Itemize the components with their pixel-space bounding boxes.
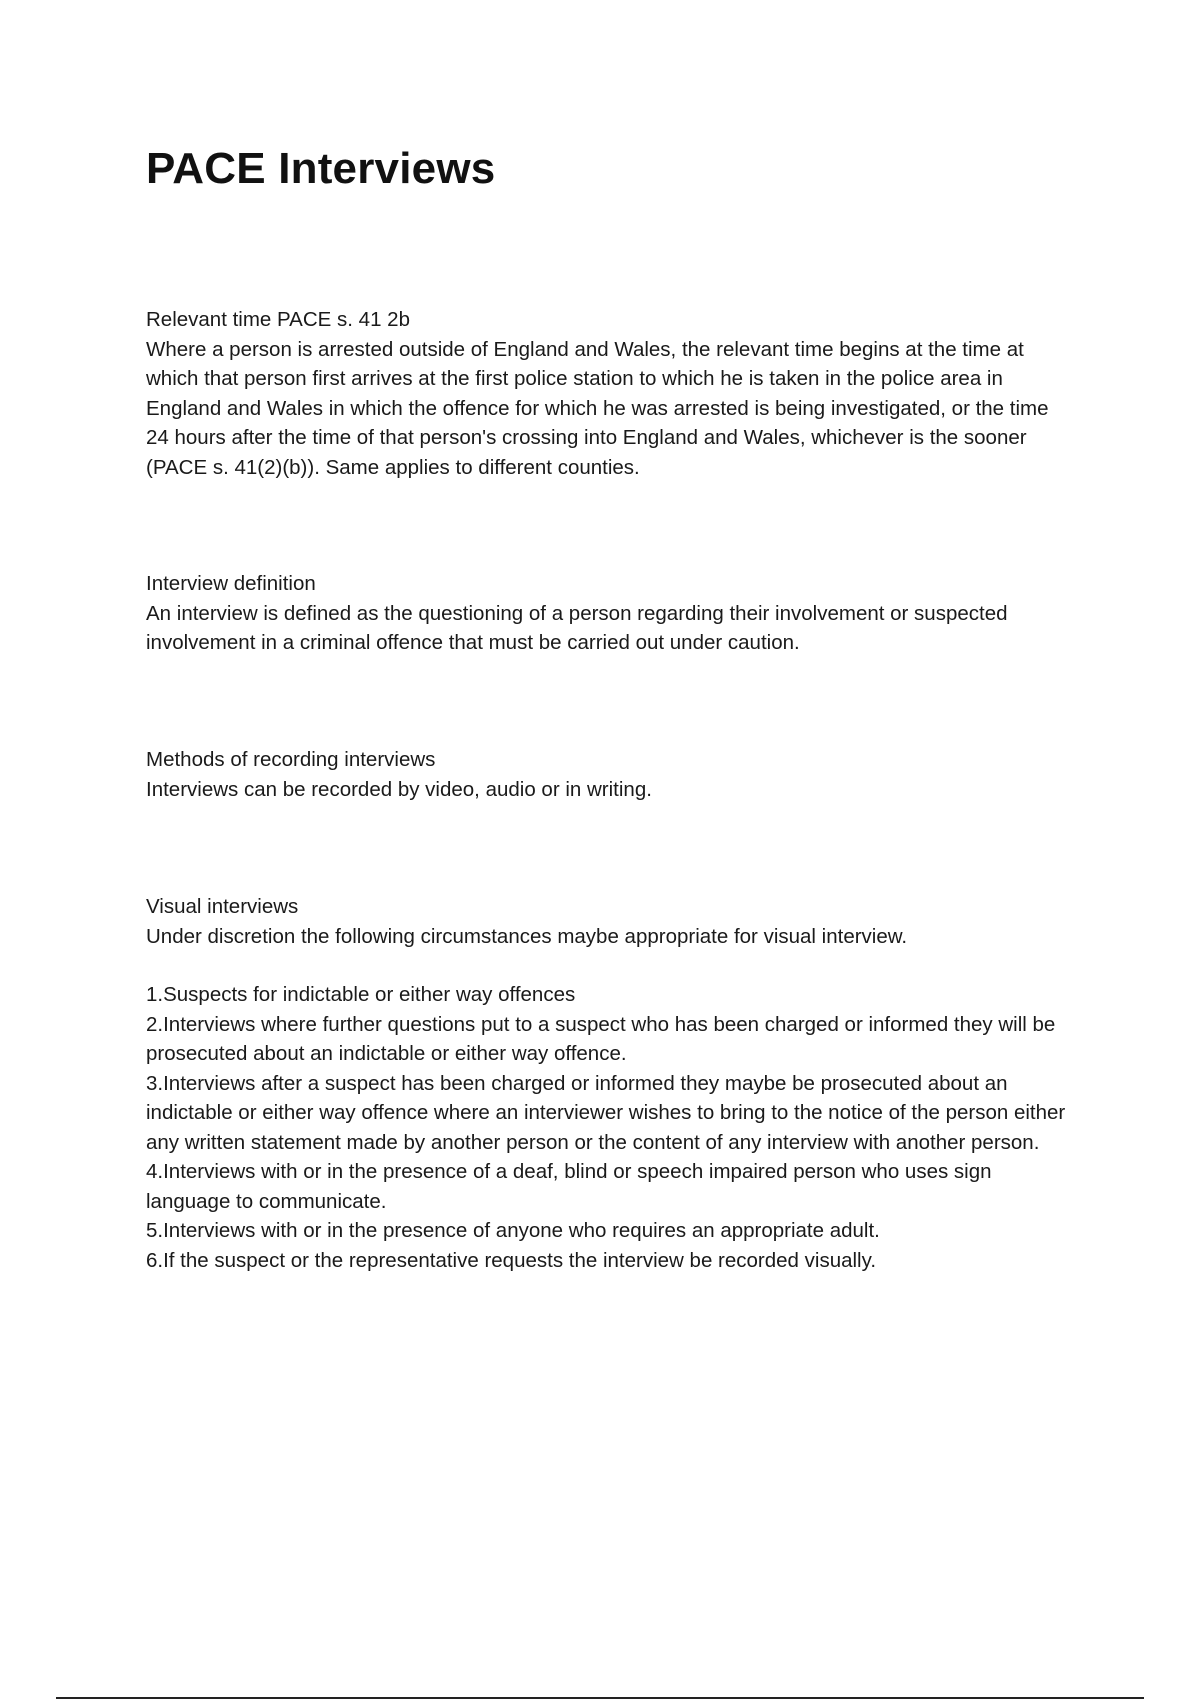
section-heading: Interview definition (146, 572, 316, 595)
section-body: Interviews can be recorded by video, audio or in writing. (146, 777, 652, 801)
section-body: An interview is defined as the questioning of a person regarding their involvement or suspected involvement in a criminal offence that must be carried out under caution. (146, 601, 1008, 654)
list-item: 4.Interviews with or in the presence of a deaf, blind or speech impaired person who uses sign language to communicate. (146, 1160, 992, 1213)
list-item: 6.If the suspect or the representative requests the interview be recorded visually. (146, 1248, 877, 1272)
section-intro: Under discretion the following circumstances maybe appropriate for visual interview. (146, 924, 908, 948)
section-heading: Visual interviews (146, 895, 299, 918)
list-item: 1.Suspects for indictable or either way offences (146, 983, 576, 1006)
section-relevant-time (146, 305, 1076, 482)
page-title: PACE Interviews (146, 144, 496, 193)
section-body: Where a person is arrested outside of England and Wales, the relevant time begins at the time at which that person first arrives at the first police station to which he is taken in the police area in England and Wales in which the offence for which he was arrested is being investigated, or the time 24 hours after the time of that person's crossing into England and Wales, whichever is the sooner (PACE s. 41(2)(b)). Same applies to different counties. (146, 337, 1049, 479)
section-interview-definition (146, 569, 1076, 658)
list-item: 2.Interviews where further questions put to a suspect who has been charged or informed they will be prosecuted about an indictable or either way offence. (146, 1012, 1056, 1065)
page-bottom-rule (56, 1697, 1144, 1699)
section-heading: Methods of recording interviews (146, 748, 436, 771)
list-item: 3.Interviews after a suspect has been charged or informed they maybe be prosecuted about an indictable or either way offence where an interviewer wishes to bring to the notice of the person either any written statement made by another person or the content of any interview with another person. (146, 1071, 1066, 1154)
list-item: 5.Interviews with or in the presence of anyone who requires an appropriate adult. (146, 1219, 880, 1242)
section-recording-methods (146, 745, 1076, 804)
section-visual-interviews (146, 892, 1076, 1275)
section-heading: Relevant time PACE s. 41 2b (146, 308, 410, 331)
